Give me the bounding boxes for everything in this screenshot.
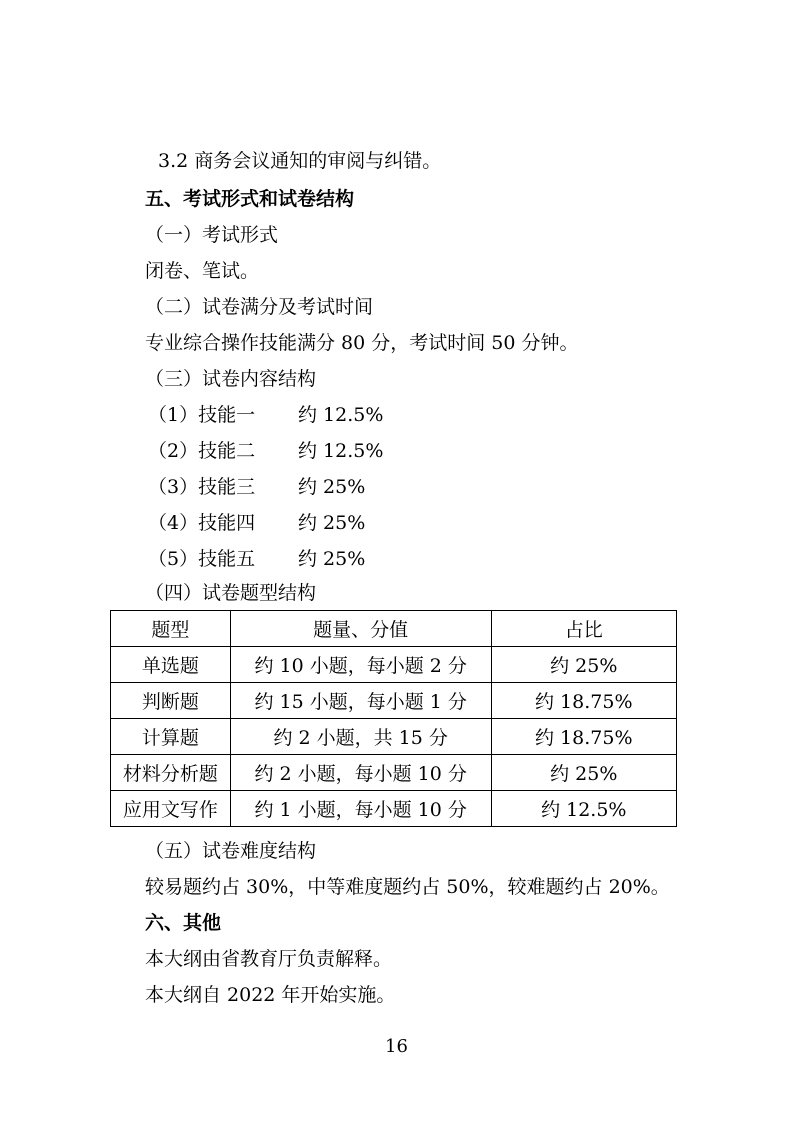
table-cell: 判断题 — [111, 683, 231, 719]
table-cell: 约 12.5% — [491, 791, 676, 827]
subheading-content-structure: （三）试卷内容结构 — [145, 368, 317, 390]
table-header-row — [111, 611, 677, 647]
table-row — [111, 647, 677, 683]
table-row — [111, 791, 677, 827]
page-number: 16 — [385, 1036, 408, 1057]
subheading-difficulty: （五）试卷难度结构 — [145, 840, 317, 862]
para-exam-form: 闭卷、笔试。 — [145, 260, 260, 282]
skill-row-4 — [148, 510, 365, 536]
table-cell: 单选题 — [111, 647, 231, 683]
skill-label: （3）技能三 — [148, 476, 256, 498]
para-score-time: 专业综合操作技能满分 80 分，考试时间 50 分钟。 — [145, 332, 579, 354]
skill-row-5 — [148, 546, 365, 572]
skill-value: 约 12.5% — [298, 404, 384, 426]
skill-value: 约 12.5% — [298, 440, 384, 462]
table-cell: 约 25% — [491, 755, 676, 791]
table-cell: 约 18.75% — [491, 683, 676, 719]
skill-value: 约 25% — [298, 476, 366, 498]
skill-row-1 — [148, 402, 383, 428]
skill-value: 约 25% — [298, 548, 366, 570]
para-interpretation: 本大纲由省教育厅负责解释。 — [145, 948, 393, 970]
table-cell: 约 2 小题，共 15 分 — [230, 719, 491, 755]
line-3-2: 3.2 商务会议通知的审阅与纠错。 — [158, 150, 442, 172]
table-cell: 约 18.75% — [491, 719, 676, 755]
table-header: 题型 — [111, 611, 231, 647]
skill-label: （5）技能五 — [148, 548, 256, 570]
table-cell: 计算题 — [111, 719, 231, 755]
table-row — [111, 755, 677, 791]
skill-label: （4）技能四 — [148, 512, 256, 534]
question-type-table — [110, 610, 677, 827]
table-cell: 约 25% — [491, 647, 676, 683]
heading-section-6: 六、其他 — [145, 912, 222, 934]
subheading-question-types: （四）试卷题型结构 — [145, 582, 317, 604]
table-header: 占比 — [491, 611, 676, 647]
para-effective-date: 本大纲自 2022 年开始实施。 — [145, 984, 396, 1006]
skill-label: （2）技能二 — [148, 440, 256, 462]
table-cell: 约 10 小题，每小题 2 分 — [230, 647, 491, 683]
table-cell: 约 1 小题，每小题 10 分 — [230, 791, 491, 827]
table-cell: 材料分析题 — [111, 755, 231, 791]
table-row — [111, 683, 677, 719]
para-difficulty: 较易题约占 30%，中等难度题约占 50%，较难题约占 20%。 — [145, 876, 670, 898]
table-cell: 约 15 小题，每小题 1 分 — [230, 683, 491, 719]
heading-section-5: 五、考试形式和试卷结构 — [145, 188, 355, 210]
skill-row-2 — [148, 438, 383, 464]
subheading-exam-form: （一）考试形式 — [145, 224, 279, 246]
table-cell: 约 2 小题，每小题 10 分 — [230, 755, 491, 791]
table-cell: 应用文写作 — [111, 791, 231, 827]
skill-label: （1）技能一 — [148, 404, 256, 426]
skill-value: 约 25% — [298, 512, 366, 534]
subheading-score-time: （二）试卷满分及考试时间 — [145, 296, 374, 318]
table-row — [111, 719, 677, 755]
skill-row-3 — [148, 474, 365, 500]
table-header: 题量、分值 — [230, 611, 491, 647]
